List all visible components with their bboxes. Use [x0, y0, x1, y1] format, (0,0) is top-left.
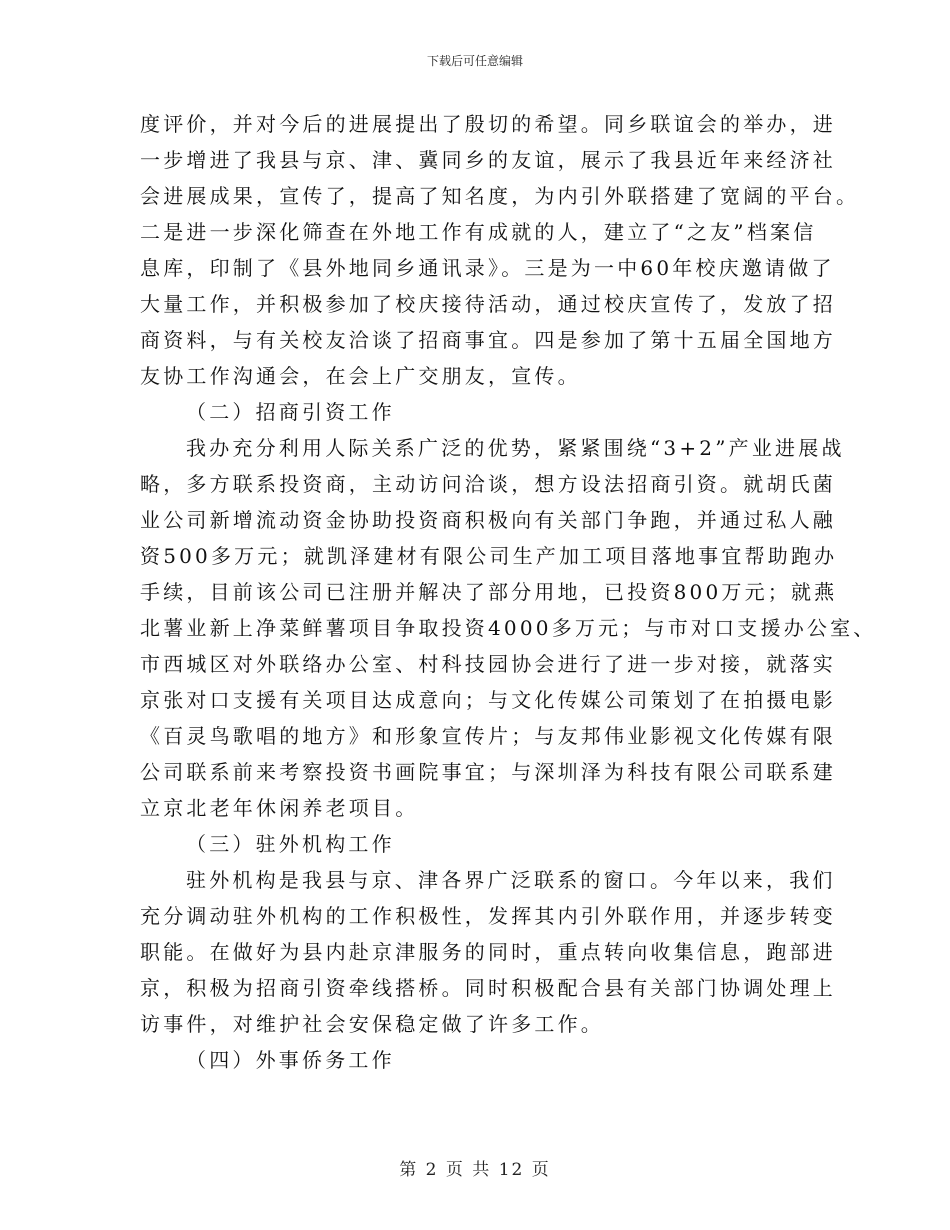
paragraph-line-indented: 驻外机构是我县与京、津各界广泛联系的窗口。今年以来，我们: [186, 868, 836, 892]
paragraph-line: 充分调动驻外机构的工作积极性，发挥其内引外联作用，并逐步转变: [140, 904, 836, 928]
paragraph-line: 略，多方联系投资商，主动访问洽谈，想方设法招商引资。就胡氏菌: [140, 472, 836, 496]
paragraph-line: 公司联系前来考察投资书画院事宜；与深圳泽为科技有限公司联系建: [140, 760, 836, 784]
paragraph-line: 友协工作沟通会，在会上广交朋友，宣传。: [140, 364, 581, 388]
paragraph-line: 二是进一步深化筛查在外地工作有成就的人，建立了“之友”档案信: [140, 220, 817, 244]
paragraph-line: 会进展成果，宣传了，提高了知名度，为内引外联搭建了宽阔的平台。: [140, 184, 860, 208]
paragraph-line: 一步增进了我县与京、津、冀同乡的友谊，展示了我县近年来经济社: [140, 148, 836, 172]
paragraph-line: 大量工作，并积极参加了校庆接待活动，通过校庆宣传了，发放了招: [140, 292, 836, 316]
paragraph-line: 访事件，对维护社会安保稳定做了许多工作。: [140, 1012, 604, 1036]
paragraph-line: 职能。在做好为县内赴京津服务的同时，重点转向收集信息，跑部进: [140, 940, 836, 964]
paragraph-line: 北薯业新上净菜鲜薯项目争取投资4000多万元；与市对口支援办公室、: [140, 616, 877, 640]
paragraph-line-indented: （四）外事侨务工作: [186, 1048, 395, 1072]
paragraph-line: 京张对口支援有关项目达成意向；与文化传媒公司策划了在拍摄电影: [140, 688, 836, 712]
paragraph-line: 息库，印制了《县外地同乡通讯录》。三是为一中60年校庆邀请做了: [140, 256, 835, 280]
paragraph-line-indented: （三）驻外机构工作: [186, 832, 395, 856]
paragraph-line-indented: 我办充分利用人际关系广泛的优势，紧紧围绕“3+2”产业进展战: [186, 436, 845, 460]
paragraph-line: 手续，目前该公司已注册并解决了部分用地，已投资800万元；就燕: [140, 580, 838, 604]
paragraph-line: 资500多万元；就凯泽建材有限公司生产加工项目落地事宜帮助跑办: [140, 544, 838, 568]
paragraph-line: 度评价，并对今后的进展提出了殷切的希望。同乡联谊会的举办，进: [140, 112, 836, 136]
paragraph-line: 京，积极为招商引资牵线搭桥。同时积极配合县有关部门协调处理上: [140, 976, 836, 1000]
paragraph-line: 立京北老年休闲养老项目。: [140, 796, 419, 820]
document-body: [140, 106, 877, 1078]
paragraph-line: 商资料，与有关校友洽谈了招商事宜。四是参加了第十五届全国地方: [140, 328, 836, 352]
paragraph-line: 业公司新增流动资金协助投资商积极向有关部门争跑，并通过私人融: [140, 508, 836, 532]
page-footer: 第 2 页 共 12 页: [399, 1160, 551, 1180]
paragraph-line-indented: （二）招商引资工作: [186, 400, 395, 424]
page-header: 下载后可任意编辑: [426, 54, 523, 68]
paragraph-line: 《百灵鸟歌唱的地方》和形象宣传片；与友邦伟业影视文化传媒有限: [140, 724, 836, 748]
paragraph-line: 市西城区对外联络办公室、村科技园协会进行了进一步对接，就落实: [140, 652, 836, 676]
